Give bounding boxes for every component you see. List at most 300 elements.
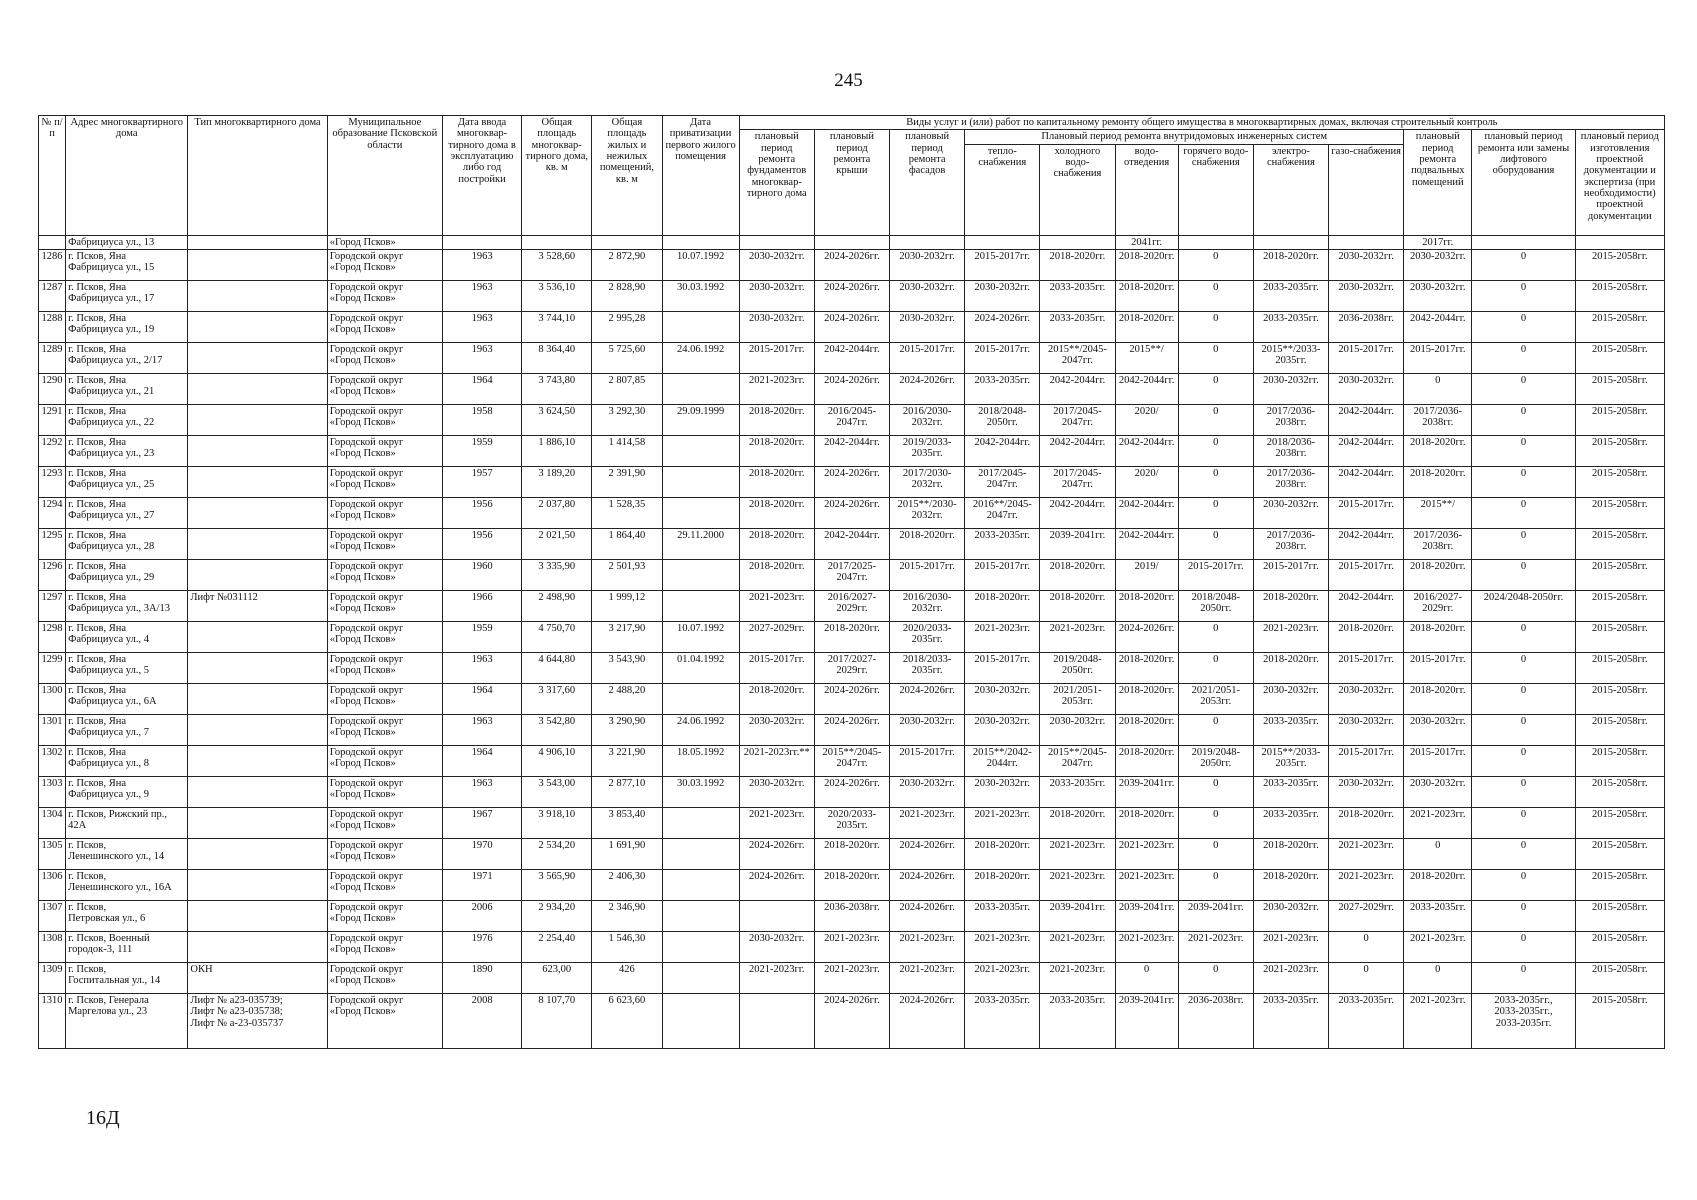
cell-type <box>188 869 327 900</box>
col-header-type: Тип многоквартирного дома <box>188 116 327 236</box>
cell-year: 1960 <box>442 559 521 590</box>
cell-electricity: 2030-2032гг. <box>1253 373 1328 404</box>
cell-roof: 2042-2044гг. <box>814 435 889 466</box>
cell-roof: 2020/2033-2035гг. <box>814 807 889 838</box>
cell-facade: 2030-2032гг. <box>890 714 965 745</box>
cell-municipality <box>327 249 442 280</box>
cell-gas: 2015-2017гг. <box>1329 652 1404 683</box>
cell-basement: 2021-2023гг. <box>1404 931 1472 962</box>
cell-year: 1976 <box>442 931 521 962</box>
cell-facade: 2024-2026гг. <box>890 373 965 404</box>
cell-address <box>66 652 188 683</box>
cell-year: 1956 <box>442 528 521 559</box>
cell-num: 1289 <box>39 342 66 373</box>
cell-address <box>66 497 188 528</box>
cell-cold-water: 2033-2035гг. <box>1040 280 1115 311</box>
cell-roof: 2024-2026гг. <box>814 714 889 745</box>
cell-cold-water: 2030-2032гг. <box>1040 714 1115 745</box>
cell-privatization <box>662 962 739 993</box>
municipality-line-2: «Город Псков» <box>329 882 396 894</box>
cell-living-area: 3 543,90 <box>592 652 662 683</box>
cell-total-area: 2 498,90 <box>522 590 592 621</box>
cell-living-area: 2 406,30 <box>592 869 662 900</box>
cell-year: 1957 <box>442 466 521 497</box>
cell-cold-water: 2039-2041гг. <box>1040 900 1115 931</box>
cell-design: 2015-2058гг. <box>1575 776 1664 807</box>
cell-living-area: 426 <box>592 962 662 993</box>
cell-roof: 2036-2038гг. <box>814 900 889 931</box>
cell-roof: 2024-2026гг. <box>814 311 889 342</box>
address-line-2: Фабрициуса ул., 19 <box>68 324 155 336</box>
cell-num: 1294 <box>39 497 66 528</box>
municipality-line-1: Городской округ <box>329 901 404 913</box>
cell-address <box>66 280 188 311</box>
cell-municipality <box>327 838 442 869</box>
cell-drainage: 2039-2041гг. <box>1115 900 1178 931</box>
cell-type <box>188 435 327 466</box>
cell-roof: 2015**/2045-2047гг. <box>814 745 889 776</box>
cell-num: 1295 <box>39 528 66 559</box>
cell-drainage: 2018-2020гг. <box>1115 683 1178 714</box>
cell-heating: 2030-2032гг. <box>965 714 1040 745</box>
cell-type <box>188 776 327 807</box>
cell-electricity: 2033-2035гг. <box>1253 280 1328 311</box>
cell-hot-water: 0 <box>1178 838 1253 869</box>
cell-facade: 2030-2032гг. <box>890 776 965 807</box>
cell-drainage: 2021-2023гг. <box>1115 838 1178 869</box>
cell-facade: 2024-2026гг. <box>890 683 965 714</box>
cell-type <box>188 838 327 869</box>
address-line-2: Госпитальная ул., 14 <box>68 975 161 987</box>
cell-design: 2015-2058гг. <box>1575 621 1664 652</box>
cell-basement: 2018-2020гг. <box>1404 435 1472 466</box>
municipality-line-1: Городской округ <box>329 281 404 293</box>
municipality-line-2: «Город Псков» <box>329 324 396 336</box>
cell-electricity: 2018-2020гг. <box>1253 590 1328 621</box>
address-line-2: Фабрициуса ул., 23 <box>68 448 155 460</box>
address-line-1: г. Псков, <box>68 901 107 913</box>
cell-facade: 2018-2020гг. <box>890 528 965 559</box>
cell-drainage: 2018-2020гг. <box>1115 311 1178 342</box>
table-header <box>39 116 1665 236</box>
cell-hot-water: 0 <box>1178 342 1253 373</box>
cell-foundation: 2018-2020гг. <box>739 404 814 435</box>
cell-total-area: 4 906,10 <box>522 745 592 776</box>
cell-privatization: 30.03.1992 <box>662 280 739 311</box>
municipality-line-1: Городской округ <box>329 591 404 603</box>
cell-num: 1304 <box>39 807 66 838</box>
cell-facade: 2021-2023гг. <box>890 962 965 993</box>
municipality-line-1: Городской округ <box>329 870 404 882</box>
cell-gas: 2030-2032гг. <box>1329 776 1404 807</box>
cell-cold-water: 2015**/2045-2047гг. <box>1040 342 1115 373</box>
cell-basement: 2016/2027-2029гг. <box>1404 590 1472 621</box>
cell-total-area: 2 037,80 <box>522 497 592 528</box>
cell-elevator: 0 <box>1472 807 1575 838</box>
cell-gas: 2021-2023гг. <box>1329 838 1404 869</box>
col-header-roof: плановый период ремонта крыши <box>814 130 889 235</box>
cell-num: 1306 <box>39 869 66 900</box>
cell-roof: 2024-2026гг. <box>814 466 889 497</box>
cell-type <box>188 652 327 683</box>
cell-design: 2015-2058гг. <box>1575 311 1664 342</box>
cell-year: 1963 <box>442 652 521 683</box>
cell-design: 2015-2058гг. <box>1575 807 1664 838</box>
cell-heating: 2015**/2042-2044гг. <box>965 745 1040 776</box>
address-line-2: Фабрициуса ул., 6А <box>68 696 157 708</box>
cell-foundation: 2030-2032гг. <box>739 776 814 807</box>
cell-electricity: 2021-2023гг. <box>1253 931 1328 962</box>
cell-basement: 0 <box>1404 962 1472 993</box>
address-line-1: г. Псков, <box>68 839 107 851</box>
address-line-2: Фабрициуса ул., 25 <box>68 479 155 491</box>
cell-total-area: 623,00 <box>522 962 592 993</box>
cell-total-area: 8 107,70 <box>522 993 592 1048</box>
cell-municipality <box>327 931 442 962</box>
cell-elevator <box>1472 993 1575 1048</box>
cell-total-area: 3 743,80 <box>522 373 592 404</box>
cell-design: 2015-2058гг. <box>1575 342 1664 373</box>
cell-type <box>188 280 327 311</box>
cell-design: 2015-2058гг. <box>1575 590 1664 621</box>
cell-heating: 2018-2020гг. <box>965 869 1040 900</box>
cell-gas: 2015-2017гг. <box>1329 745 1404 776</box>
cell-municipality <box>327 528 442 559</box>
cell-privatization <box>662 807 739 838</box>
cell-address <box>66 900 188 931</box>
address-line-1: г. Псков, Яна <box>68 467 126 479</box>
cell-living-area: 6 623,60 <box>592 993 662 1048</box>
cell-elevator: 0 <box>1472 931 1575 962</box>
cell-foundation: 2021-2023гг.** <box>739 745 814 776</box>
cell-municipality <box>327 435 442 466</box>
cell-foundation <box>739 993 814 1048</box>
lift-1: Лифт № а23-035739; <box>190 994 283 1006</box>
cell-drainage: 2042-2044гг. <box>1115 435 1178 466</box>
cell-hot-water: 0 <box>1178 311 1253 342</box>
cell-privatization: 24.06.1992 <box>662 714 739 745</box>
cell-type <box>188 311 327 342</box>
cell-privatization <box>662 590 739 621</box>
address-line-1: г. Псков, Рижский пр., <box>68 808 167 820</box>
cell-basement: 2030-2032гг. <box>1404 249 1472 280</box>
table-row <box>39 404 1665 435</box>
cell-gas: 0 <box>1329 962 1404 993</box>
cell-heating: 2021-2023гг. <box>965 807 1040 838</box>
cell-electricity: 2018/2036-2038гг. <box>1253 435 1328 466</box>
address-line-2: городок-3, 111 <box>68 944 133 956</box>
address-line-2: Фабрициуса ул., 7 <box>68 727 149 739</box>
elevator-line-1: 2033-2035гг., <box>1494 994 1553 1006</box>
municipality-line-2: «Город Псков» <box>329 603 396 615</box>
cell-facade: 2015-2017гг. <box>890 342 965 373</box>
cell-address <box>66 590 188 621</box>
cell-design: 2015-2058гг. <box>1575 249 1664 280</box>
cell-cold-water: 2021-2023гг. <box>1040 962 1115 993</box>
cell-drainage: 2015**/ <box>1115 342 1178 373</box>
cell-design: 2015-2058гг. <box>1575 993 1664 1048</box>
cell-num: 1291 <box>39 404 66 435</box>
cell-type <box>188 900 327 931</box>
cell-year: 1967 <box>442 807 521 838</box>
cell-drainage: 2020/ <box>1115 404 1178 435</box>
cell-electricity: 2033-2035гг. <box>1253 311 1328 342</box>
cell-year: 1890 <box>442 962 521 993</box>
cell-address <box>66 311 188 342</box>
cell-municipality <box>327 869 442 900</box>
cell-basement: 2030-2032гг. <box>1404 714 1472 745</box>
cell-privatization <box>662 497 739 528</box>
address-line-1: г. Псков, Генерала <box>68 994 149 1006</box>
cell-heating: 2018/2048-2050гг. <box>965 404 1040 435</box>
municipality-line-1: Городской округ <box>329 405 404 417</box>
cell-electricity: 2017/2036-2038гг. <box>1253 528 1328 559</box>
cell-address: Фабрициуса ул., 13 <box>66 235 188 249</box>
municipality-line-2: «Город Псков» <box>329 944 396 956</box>
municipality-line-1: Городской округ <box>329 467 404 479</box>
continuation-row <box>39 235 1665 249</box>
cell-design: 2015-2058гг. <box>1575 962 1664 993</box>
cell-design: 2015-2058гг. <box>1575 931 1664 962</box>
cell-type <box>188 621 327 652</box>
cell-num: 1301 <box>39 714 66 745</box>
municipality-line-1: Городской округ <box>329 653 404 665</box>
table-row <box>39 311 1665 342</box>
col-header-total-area: Общая площадь многоквар-тирного дома, кв. м <box>522 116 592 236</box>
cell-total-area: 2 254,40 <box>522 931 592 962</box>
cell-heating: 2018-2020гг. <box>965 838 1040 869</box>
cell-foundation: 2021-2023гг. <box>739 962 814 993</box>
cell-heating: 2030-2032гг. <box>965 280 1040 311</box>
col-header-num: № п/п <box>39 116 66 236</box>
cell-roof: 2042-2044гг. <box>814 342 889 373</box>
cell-living-area: 2 807,85 <box>592 373 662 404</box>
cell-drainage: 2018-2020гг. <box>1115 652 1178 683</box>
table-row <box>39 466 1665 497</box>
lift-2: Лифт № а23-035738; <box>190 1006 283 1018</box>
municipality-line-2: «Город Псков» <box>329 417 396 429</box>
cell-facade: 2024-2026гг. <box>890 993 965 1048</box>
cell-hot-water: 2039-2041гг. <box>1178 900 1253 931</box>
cell-gas: 2030-2032гг. <box>1329 714 1404 745</box>
col-header-design: плановый период изготовления проектной документации и экспертиза (при необходимости) проектной документации <box>1575 130 1664 235</box>
address-line-2: Фабрициуса ул., 4 <box>68 634 149 646</box>
col-header-basement: плановый период ремонта подвальных помещений <box>1404 130 1472 235</box>
cell-municipality <box>327 497 442 528</box>
cell-roof: 2021-2023гг. <box>814 931 889 962</box>
cell-total-area: 1 886,10 <box>522 435 592 466</box>
cell-municipality: «Город Псков» <box>327 235 442 249</box>
cell-basement: 2018-2020гг. <box>1404 559 1472 590</box>
cell-address <box>66 466 188 497</box>
cell-year: 1963 <box>442 280 521 311</box>
cell-design: 2015-2058гг. <box>1575 373 1664 404</box>
cell-heating: 2015-2017гг. <box>965 249 1040 280</box>
municipality-line-1: Городской округ <box>329 839 404 851</box>
cell-foundation: 2030-2032гг. <box>739 931 814 962</box>
cell-gas: 2021-2023гг. <box>1329 869 1404 900</box>
cell-electricity: 2018-2020гг. <box>1253 838 1328 869</box>
cell-heating: 2021-2023гг. <box>965 621 1040 652</box>
cell-type <box>188 497 327 528</box>
cell-total-area: 3 744,10 <box>522 311 592 342</box>
cell-privatization <box>662 466 739 497</box>
cell-year: 1958 <box>442 404 521 435</box>
cell-basement: 2015-2017гг. <box>1404 745 1472 776</box>
table-row <box>39 528 1665 559</box>
address-line-2: Фабрициуса ул., 15 <box>68 262 155 274</box>
cell-living-area: 3 290,90 <box>592 714 662 745</box>
cell-municipality <box>327 807 442 838</box>
table-row <box>39 590 1665 621</box>
cell-municipality <box>327 993 442 1048</box>
cell-year: 1959 <box>442 435 521 466</box>
cell-drainage: 0 <box>1115 962 1178 993</box>
cell-num: 1287 <box>39 280 66 311</box>
address-line-2: Фабрициуса ул., 22 <box>68 417 155 429</box>
cell-facade: 2019/2033-2035гг. <box>890 435 965 466</box>
cell-drainage: 2042-2044гг. <box>1115 373 1178 404</box>
cell-privatization: 10.07.1992 <box>662 621 739 652</box>
cell-heating: 2021-2023гг. <box>965 962 1040 993</box>
cell-num: 1297 <box>39 590 66 621</box>
cell-heating: 2024-2026гг. <box>965 311 1040 342</box>
cell-drainage: 2039-2041гг. <box>1115 776 1178 807</box>
cell-cold-water: 2017/2045-2047гг. <box>1040 466 1115 497</box>
cell-gas: 2036-2038гг. <box>1329 311 1404 342</box>
cell-type: Лифт №031112 <box>188 590 327 621</box>
cell-total-area: 2 934,20 <box>522 900 592 931</box>
cell-roof: 2024-2026гг. <box>814 993 889 1048</box>
cell-facade: 2015-2017гг. <box>890 745 965 776</box>
cell-address <box>66 993 188 1048</box>
cell-gas: 2015-2017гг. <box>1329 342 1404 373</box>
cell-privatization: 29.11.2000 <box>662 528 739 559</box>
cell-living-area: 2 488,20 <box>592 683 662 714</box>
cell-basement: 2033-2035гг. <box>1404 900 1472 931</box>
cell-electricity: 2018-2020гг. <box>1253 249 1328 280</box>
cell-address <box>66 869 188 900</box>
cell-hot-water: 0 <box>1178 807 1253 838</box>
cell-facade: 2030-2032гг. <box>890 311 965 342</box>
cell-heating: 2015-2017гг. <box>965 559 1040 590</box>
cell-address <box>66 559 188 590</box>
cell-gas: 2042-2044гг. <box>1329 435 1404 466</box>
cell-basement: 2017/2036-2038гг. <box>1404 404 1472 435</box>
cell-cold-water: 2042-2044гг. <box>1040 497 1115 528</box>
cell-foundation: 2024-2026гг. <box>739 869 814 900</box>
cell-living-area: 3 853,40 <box>592 807 662 838</box>
cell-hot-water: 2021-2023гг. <box>1178 931 1253 962</box>
cell-elevator: 0 <box>1472 652 1575 683</box>
address-line-1: г. Псков, Яна <box>68 591 126 603</box>
cell-basement: 2015-2017гг. <box>1404 652 1472 683</box>
cell-basement: 0 <box>1404 838 1472 869</box>
cell-facade: 2021-2023гг. <box>890 807 965 838</box>
municipality-line-2: «Город Псков» <box>329 758 396 770</box>
cell-type <box>188 466 327 497</box>
address-line-2: Фабрициуса ул., 9 <box>68 789 149 801</box>
address-line-2: Фабрициуса ул., 8 <box>68 758 149 770</box>
cell-cold-water: 2021-2023гг. <box>1040 621 1115 652</box>
cell-foundation: 2021-2023гг. <box>739 807 814 838</box>
address-line-1: г. Псков, Яна <box>68 560 126 572</box>
address-line-2: Фабрициуса ул., 27 <box>68 510 155 522</box>
cell-heating: 2033-2035гг. <box>965 993 1040 1048</box>
cell-elevator: 0 <box>1472 838 1575 869</box>
cell-foundation: 2015-2017гг. <box>739 342 814 373</box>
municipality-line-2: «Город Псков» <box>329 696 396 708</box>
cell-roof: 2018-2020гг. <box>814 838 889 869</box>
cell-living-area: 1 691,90 <box>592 838 662 869</box>
cell-living-area: 1 864,40 <box>592 528 662 559</box>
col-header-heating: тепло-снабжения <box>965 144 1040 235</box>
cell-drainage: 2021-2023гг. <box>1115 869 1178 900</box>
cell-municipality <box>327 621 442 652</box>
cell-roof: 2018-2020гг. <box>814 621 889 652</box>
address-line-1: г. Псков, Яна <box>68 405 126 417</box>
cell-heating: 2042-2044гг. <box>965 435 1040 466</box>
cell-cold-water: 2018-2020гг. <box>1040 559 1115 590</box>
footer-code: 16Д <box>86 1107 120 1129</box>
cell-municipality <box>327 745 442 776</box>
cell-municipality <box>327 311 442 342</box>
cell-year: 1963 <box>442 311 521 342</box>
cell-elevator: 0 <box>1472 404 1575 435</box>
cell-municipality <box>327 683 442 714</box>
cell-elevator: 0 <box>1472 559 1575 590</box>
municipality-line-1: Городской округ <box>329 932 404 944</box>
cell-municipality <box>327 404 442 435</box>
cell-hot-water: 2018/2048-2050гг. <box>1178 590 1253 621</box>
address-line-1: г. Псков, Яна <box>68 343 126 355</box>
cell-address <box>66 931 188 962</box>
cell-total-area: 3 918,10 <box>522 807 592 838</box>
municipality-line-2: «Город Псков» <box>329 541 396 553</box>
cell-basement: 2021-2023гг. <box>1404 807 1472 838</box>
cell-num: 1302 <box>39 745 66 776</box>
cell-year: 1956 <box>442 497 521 528</box>
table-row <box>39 280 1665 311</box>
cell-drainage: 2018-2020гг. <box>1115 714 1178 745</box>
cell-year: 1970 <box>442 838 521 869</box>
cell-num: 1299 <box>39 652 66 683</box>
cell-living-area: 2 877,10 <box>592 776 662 807</box>
cell-cold-water: 2033-2035гг. <box>1040 311 1115 342</box>
municipality-line-1: Городской округ <box>329 746 404 758</box>
cell-num: 1305 <box>39 838 66 869</box>
cell-foundation: 2021-2023гг. <box>739 373 814 404</box>
cell-living-area: 2 346,90 <box>592 900 662 931</box>
cell-roof: 2024-2026гг. <box>814 776 889 807</box>
cell-facade: 2024-2026гг. <box>890 838 965 869</box>
cell-cold-water: 2018-2020гг. <box>1040 590 1115 621</box>
cell-year: 1963 <box>442 776 521 807</box>
cell-basement: 2017/2036-2038гг. <box>1404 528 1472 559</box>
cell-privatization <box>662 311 739 342</box>
cell-privatization: 10.07.1992 <box>662 249 739 280</box>
cell-gas: 2030-2032гг. <box>1329 249 1404 280</box>
municipality-line-2: «Город Псков» <box>329 913 396 925</box>
municipality-line-1: Городской округ <box>329 250 404 262</box>
cell-drainage: 2042-2044гг. <box>1115 497 1178 528</box>
cell-address <box>66 714 188 745</box>
table-row <box>39 931 1665 962</box>
municipality-line-1: Городской округ <box>329 777 404 789</box>
table-row <box>39 683 1665 714</box>
cell-electricity: 2021-2023гг. <box>1253 962 1328 993</box>
cell-hot-water: 0 <box>1178 497 1253 528</box>
